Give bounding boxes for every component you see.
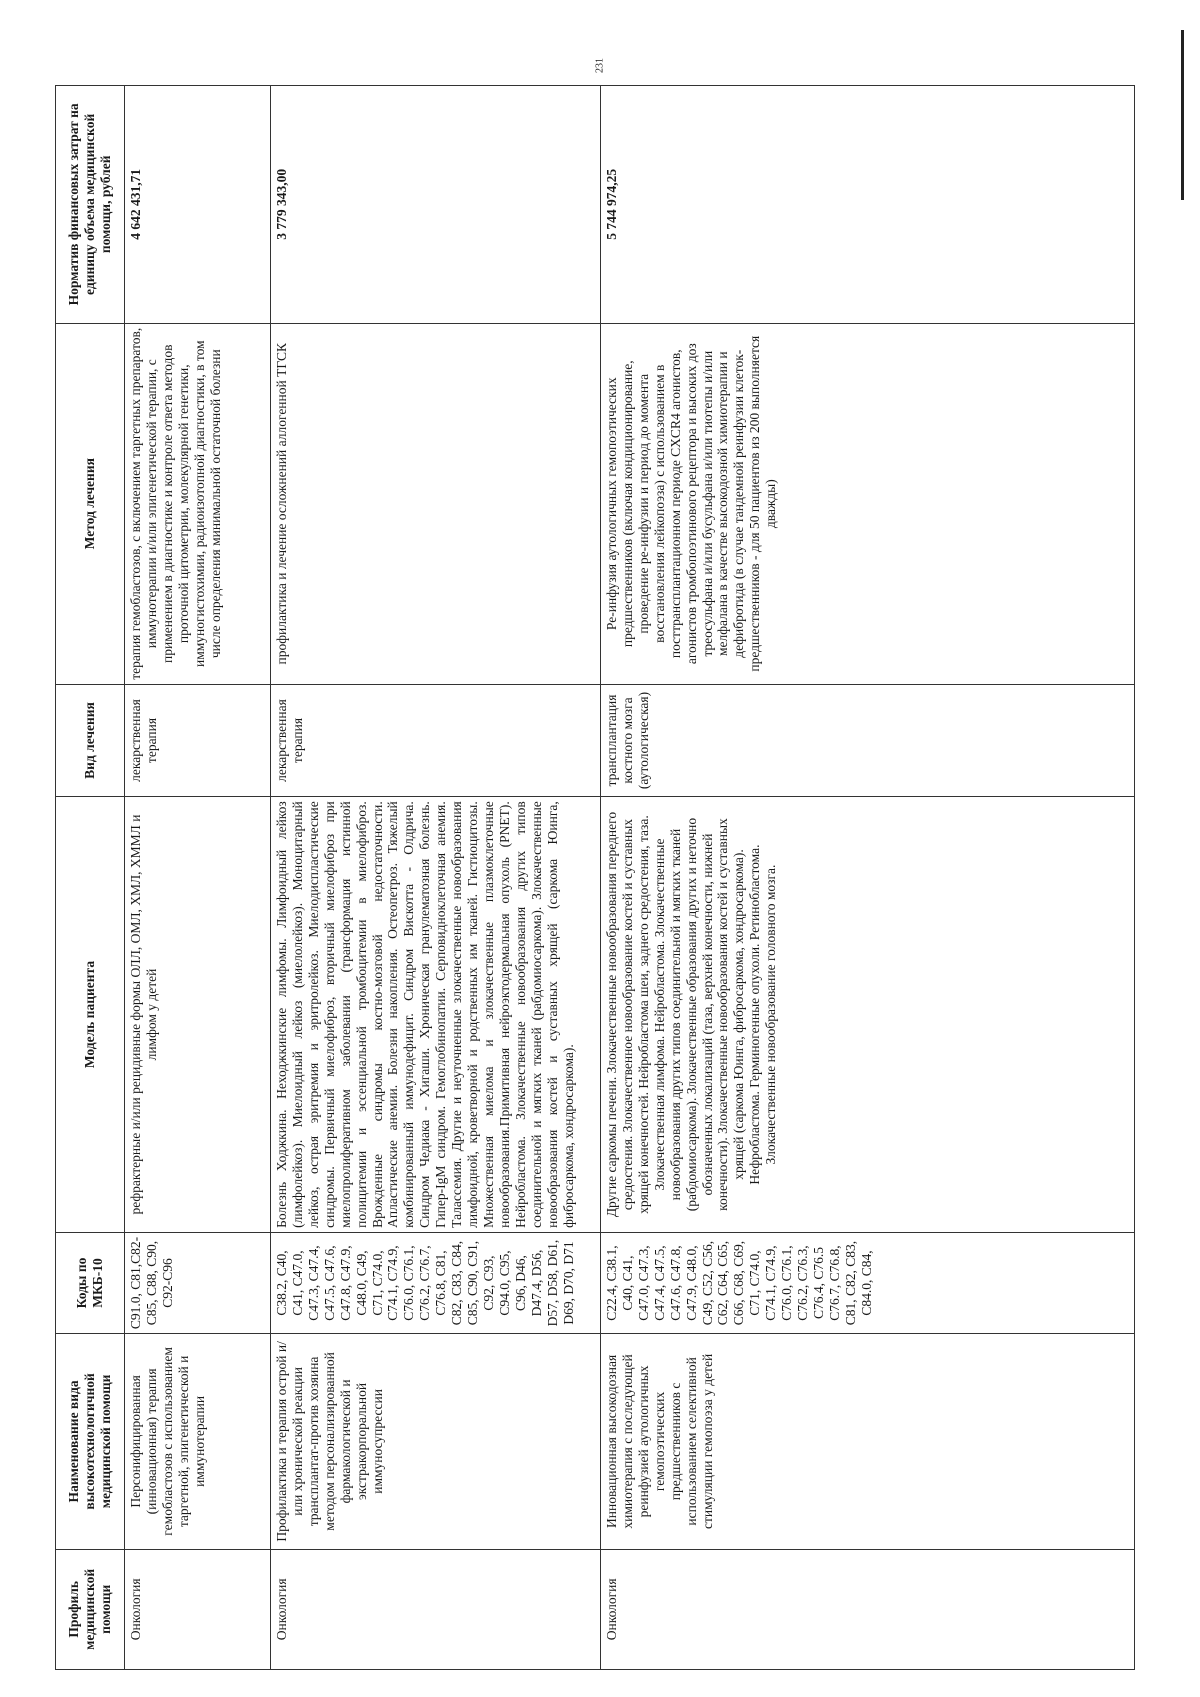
header-row (56, 86, 125, 1670)
cell-method: терапия гемобластозов, с включением таргетных препаратов, иммунотерапии и/или эпигенетической терапии, с применением в диагностике и контроле ответа методов проточной цитометрии, молекулярной генетики, иммуногистохимии, радиоизотопной диагностики, в том числе определения минимальной остаточной болезни (125, 323, 271, 684)
header-name: Наименование вида высокотехнологичной медицинской помощи (56, 1334, 125, 1549)
cell-model: Болезнь Ходжкина. Неходжкинские лимфомы. Лимфоидный лейкоз (лимфолейкоз). Миелоидный лейкоз (миелолейкоз). Моноцитарный лейкоз, острая эритремия и эритролейкоз. Миелодиспластические синдромы. Первичный миелофиброз, вторичный миелофиброз при миелопролиферативном заболевании (трансформация истинной полицитемии и эссенциальной тромбоцитемии в миелофиброз. Врожденные синдромы костно-мозговой недостаточности. Апластические анемии. Болезни накопления. Остеопетроз. Тяжелый комбинированный иммунодефицит. Синдром Вискотта - Олдрича. Синдром Чедиака - Хигаши. Хроническая гранулематозная болезнь. Гипер-IgM синдром. Гемоглобинопатии. Серповидноклеточная анемия. Талассемия. Другие и неуточненные злокачественные новообразования лимфоидной, кроветворной и родственных им тканей. Гистиоцитозы. Множественная миелома и злокачественные плазмоклеточные новообразования.Примитивная нейроэктодермальная опухоль (PNET). Нейробластома. Злокачественные новообразования других типов соединительной и мягких тканей (рабдомиосаркома). Злокачественные новообразования костей и суставных хрящей (саркома Юинга, фибросаркома, хондросаркома). (271, 797, 601, 1233)
cell-method: профилактика и лечение осложнений аллогенной ТГСК (271, 323, 601, 684)
header-codes: Коды по МКБ-10 (56, 1232, 125, 1333)
cell-norm: 5 744 974,25 (601, 86, 1135, 324)
cell-norm: 4 642 431,71 (125, 86, 271, 324)
cell-profile: Онкология (601, 1549, 1135, 1669)
header-norm: Норматив финансовых затрат на единицу объема медицинской помощи, рублей (56, 86, 125, 324)
cell-type: лекарственная терапия (125, 684, 271, 796)
cell-profile: Онкология (125, 1549, 271, 1669)
cell-method: Ре-инфузия аутологичных гемопоэтических предшественников (включая кондиционирование, проведение ре-инфузии и период до момента восстановления лейкопоэза) с использованием в посттрансплантационном периоде CXCR4 агонистов, агонистов тромбопоэтинового рецептора и высоких доз треосульфана и/или бусульфана и/или тиотепы и/или мелфалана в качестве высокодозной химиотерапии и дефибротида (в случае тандемной реинфузии клеток-предшественников - для 50 пациентов из 200 выполняется дважды) (601, 323, 1135, 684)
table-row (271, 86, 601, 1670)
cell-type: лекарственная терапия (271, 684, 601, 796)
page-number: 231 (594, 58, 606, 73)
cell-norm: 3 779 343,00 (271, 86, 601, 324)
header-model: Модель пациента (56, 797, 125, 1233)
hitech-care-table (55, 85, 1135, 1670)
cell-codes: C22.4, C38.1, C40, C41, C47.0, C47.3, C47.4, C47.5, C47.6, C47.8, C47.9, C48.0, C49, C52, C56, C62, C64, C65, C66, C68, C69, C71, C74.0, C74.1, C74.9, C76.0, C76.1, C76.2, C76.3, C76.4, C76.5 C76.7, C76.8, C81, C82, C83, C84.0, C84, (601, 1232, 1135, 1333)
table-row (601, 86, 1135, 1670)
rotated-page (55, 85, 1135, 1670)
cell-codes: C91.0, C81,C82-C85, C88, C90, C92-C96 (125, 1232, 271, 1333)
cell-name: Инновационная высокодозная химиотерапия с последующей реинфузией аутологичных гемопоэтических предшественников с использованием селективной стимуляции гемопоэза у детей (601, 1334, 1135, 1549)
cell-type: трансплантация костного мозга (аутологическая) (601, 684, 1135, 796)
cell-model: Другие саркомы печени. Злокачественные новообразования переднего средостения. Злокачественное новообразование костей и суставных хрящей конечностей. Нейробластома шеи, заднего средостения, таза. Злокачественная лимфома. Нейробластома. Злокачественные новообразования других типов соединительной и мягких тканей (рабдомиосаркома). Злокачественные образования других и неточно обозначенных локализаций (таза, верхней конечности, нижней конечности). Злокачественные новообразования костей и суставных хрящей (саркома Юинга, фибросаркома, хондросаркома). Нефробластома. Герминогенные опухоли. Ретинобластома. Злокачественные новообразование головного мозга. (601, 797, 1135, 1233)
header-method: Метод лечения (56, 323, 125, 684)
margin-rule (1181, 30, 1184, 200)
cell-name: Профилактика и терапия острой и/или хронической реакции трансплантат-против хозяина методом персонализированной фармакологической и экстракорпоральной иммуносупрессии (271, 1334, 601, 1549)
cell-name: Персонифицированная (инновационная) терапия гемобластозов с использованием таргетной, эпигенетической и иммунотерапии (125, 1334, 271, 1549)
header-profile: Профиль медицинской помощи (56, 1549, 125, 1669)
cell-model: рефрактерные и/или рецидивные формы ОЛЛ, ОМЛ, ХМЛ, ХММЛ и лимфом у детей (125, 797, 271, 1233)
cell-codes: C38.2, C40, C41, C47.0, C47.3, C47.4, C47.5, C47.6, C47.8, C47.9, C48.0, C49, C71, C74.0, C74.1, C74.9, C76.0, C76.1, C76.2, C76.7, C76.8, C81, C82, C83, C84, C85, C90, C91, C92, C93, C94.0, C95, C96, D46, D47.4, D56, D57, D58, D61, D69, D70, D71 (271, 1232, 601, 1333)
cell-profile: Онкология (271, 1549, 601, 1669)
header-type: Вид лечения (56, 684, 125, 796)
table-row (125, 86, 271, 1670)
